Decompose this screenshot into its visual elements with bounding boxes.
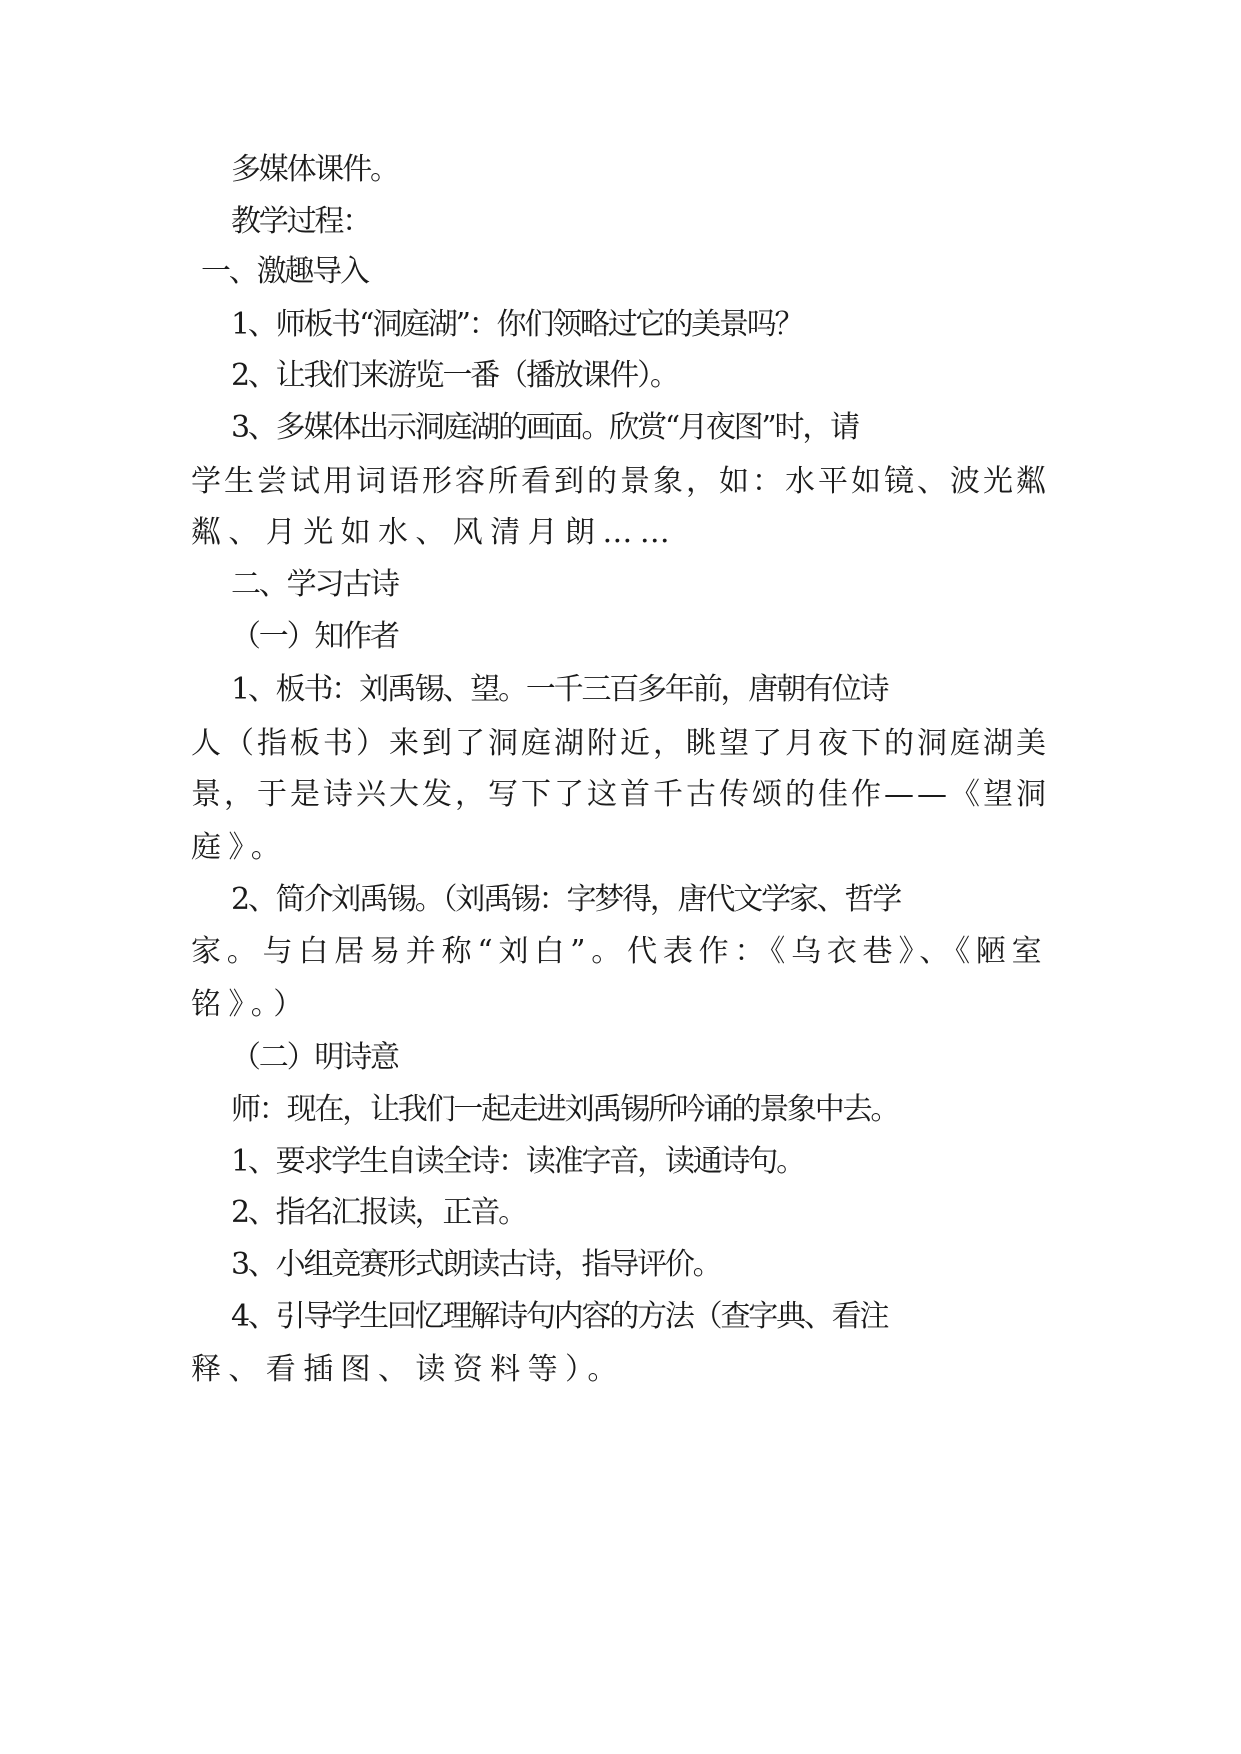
paragraph-line: 教学过程： xyxy=(231,204,370,239)
paragraph-line: 1、板书：刘禹锡、望。一千三百多年前，唐朝有位诗 xyxy=(231,672,888,707)
paragraph-line: 多媒体课件。 xyxy=(231,152,398,187)
paragraph-line: 3、多媒体出示洞庭湖的画面。欣赏“月夜图”时，请 xyxy=(231,410,858,445)
paragraph-line: 庭》。 xyxy=(191,830,289,865)
paragraph-line: 1、要求学生自读全诗：读准字音，读通诗句。 xyxy=(231,1144,804,1179)
paragraph-line: 4、引导学生回忆理解诗句内容的方法（查字典、看注 xyxy=(231,1299,888,1334)
paragraph-line: 二、学习古诗 xyxy=(231,567,398,602)
paragraph-line: 2、指名汇报读，正音。 xyxy=(231,1195,526,1230)
paragraph-line: 家。与白居易并称“刘白”。代表作：《乌衣巷》、《陋室 xyxy=(191,934,1048,969)
paragraph-line: 学生尝试用词语形容所看到的景象，如：水平如镜、波光粼 xyxy=(191,464,1049,499)
paragraph-line: 景，于是诗兴大发，写下了这首千古传颂的佳作——《望洞 xyxy=(191,777,1049,812)
paragraph-line: 2、简介刘禹锡。（刘禹锡：字梦得，唐代文学家、哲学 xyxy=(231,882,901,917)
paragraph-line: （一）知作者 xyxy=(231,619,398,654)
paragraph-line: 粼、月光如水、风清月朗…… xyxy=(191,515,678,550)
paragraph-line: 释、看插图、读资料等）。 xyxy=(191,1352,625,1387)
paragraph-line: （二）明诗意 xyxy=(231,1040,398,1075)
paragraph-line: 1、师板书“洞庭湖”：你们领略过它的美景吗？ xyxy=(231,307,803,342)
paragraph-line: 3、小组竞赛形式朗读古诗，指导评价。 xyxy=(231,1247,721,1282)
paragraph-line: 一、激趣导入 xyxy=(201,254,368,289)
paragraph-line: 师：现在，让我们一起走进刘禹锡所吟诵的景象中去。 xyxy=(231,1092,899,1127)
paragraph-line: 铭》。） xyxy=(191,987,311,1022)
paragraph-line: 2、让我们来游览一番（播放课件）。 xyxy=(231,358,678,393)
paragraph-line: 人（指板书）来到了洞庭湖附近，眺望了月夜下的洞庭湖美 xyxy=(191,726,1049,761)
